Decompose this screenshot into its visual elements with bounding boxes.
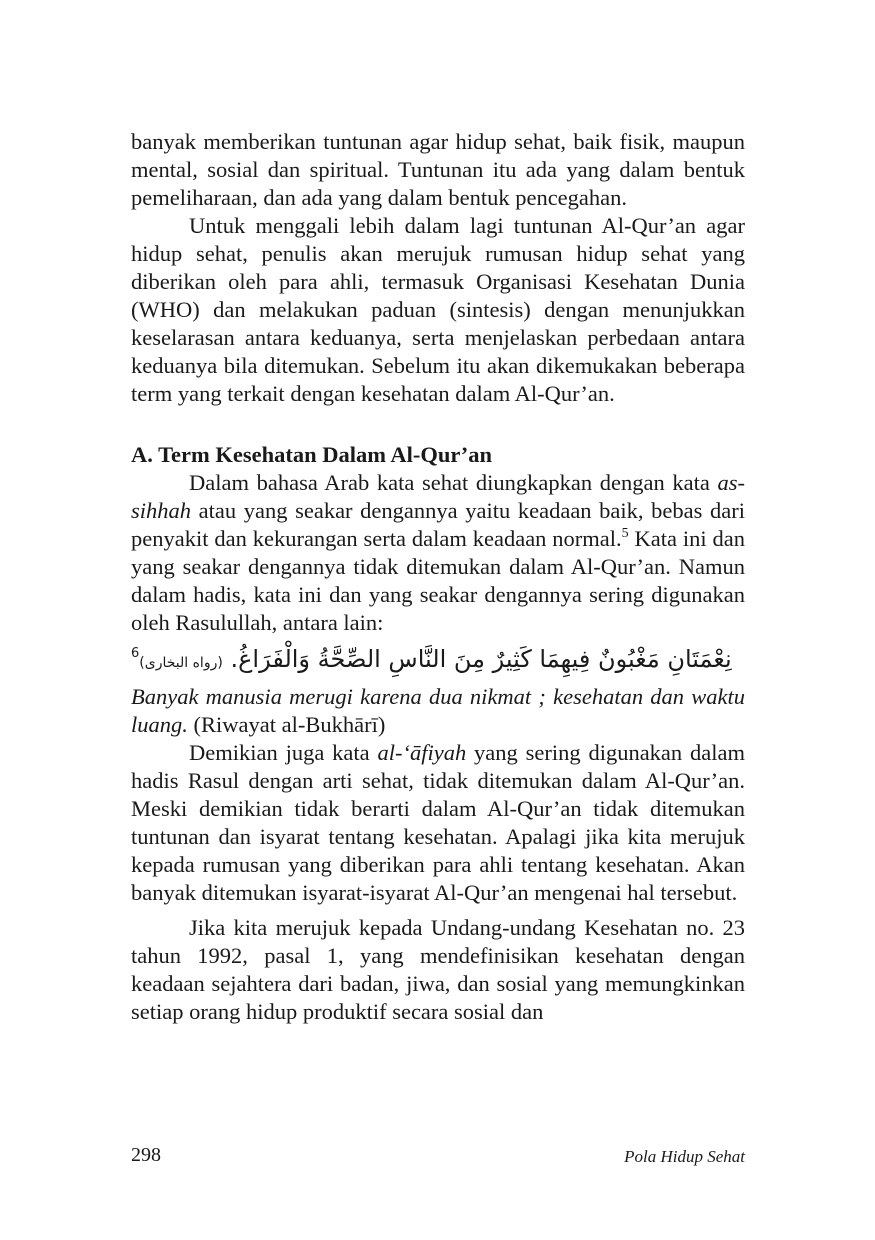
running-title: Pola Hidup Sehat [624,1147,745,1166]
paragraph-continuation: banyak memberikan tuntunan agar hidup sehat, baik fisik, maupun mental, sosial dan spiritual. Tuntunan itu ada yang dalam bentuk pemeliharaan, dan ada yang dalam bentuk pencegahan. [131,129,745,210]
paragraph-text: Demikian juga kata [189,740,378,765]
paragraph-text: yang sering digunakan dalam hadis Rasul dengan arti sehat, tidak ditemukan dalam Al-Qur’an. Meski demikian tidak berarti dalam Al-Qur’an tidak ditemukan tuntunan dan isyarat tentang kesehatan. Apalagi jika kita merujuk kepada rumusan yang diberikan para ahli tentang kesehatan. Akan banyak ditemukan isyarat-isyarat Al-Qur’an mengenai hal tersebut. [131,740,745,905]
footnote-ref-5[interactable]: 5 [621,526,629,541]
page-number: 298 [131,1144,161,1166]
hadith-arabic [131,639,745,683]
paragraph-text: Dalam bahasa Arab kata sehat diungkapkan dengan kata [189,470,718,495]
section-heading: A. Term Kesehatan Dalam Al-Qur’an [131,442,493,467]
hadith-source: (رواه البخارى) [139,655,223,671]
term-as-sihhah: as-sihhah [131,470,745,523]
paragraph-text: atau yang seakar dengannya yaitu keadaan baik, bebas dari penyakit dan kekurangan serta dalam keadaan normal. [131,498,745,551]
paragraph-al-afiyah [131,739,745,907]
translation-source: (Riwayat al-Bukhārī) [187,712,386,737]
paragraph-as-sihhah [131,469,745,637]
footnote-ref-6[interactable]: 6 [131,646,140,661]
translation-text: Banyak manusia merugi karena dua nikmat ; kesehatan dan waktu luang. [131,684,745,737]
hadith-text: نِعْمَتَانِ مَغْبُونٌ فِيهِمَا كَثِيرٌ مِنَ النَّاسِ الصِّحَّةُ وَالْفَرَاغُ. [230,645,732,673]
term-al-afiyah: al-‘āfiyah [377,740,467,765]
paragraph-intro: Untuk menggali lebih dalam lagi tuntunan Al-Qur’an agar hidup sehat, penulis akan merujuk rumusan hidup sehat yang diberikan oleh para ahli, termasuk Organisasi Kesehatan Dunia (WHO) dan melakukan paduan (sintesis) dengan menunjukkan keselarasan antara keduanya, serta menjelaskan perbedaan antara keduanya bila ditemukan. Sebelum itu akan dikemukakan beberapa term yang terkait dengan kesehatan dalam Al-Qur’an. [131,213,745,406]
paragraph-undang-undang: Jika kita merujuk kepada Undang-undang Kesehatan no. 23 tahun 1992, pasal 1, yang mendefinisikan kesehatan dengan keadaan sejahtera dari badan, jiwa, dan sosial yang memungkinkan setiap orang hidup produktif secara sosial dan [131,915,745,1024]
body-text [131,128,745,1026]
hadith-translation [131,683,745,739]
paragraph-text: Kata ini dan yang seakar dengannya tidak ditemukan dalam Al-Qur’an. Namun dalam hadis, kata ini dan yang seakar dengannya sering digunakan oleh Rasulullah, antara lain: [131,526,745,635]
